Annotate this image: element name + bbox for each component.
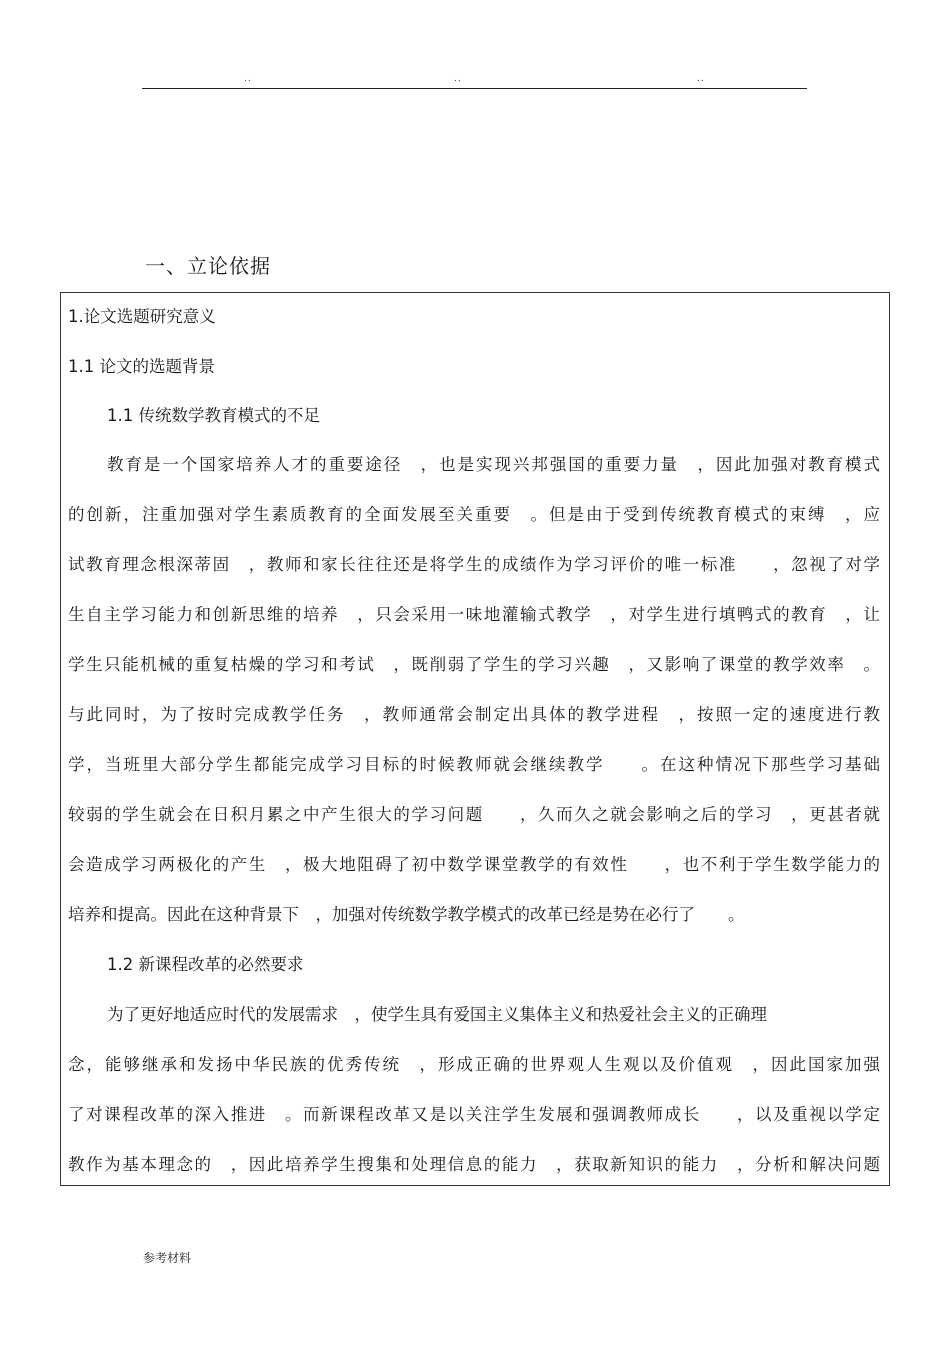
paragraph-1-line: 会造成学习两极化的产生 ，极大地阻碍了初中数学课堂教学的有效性 ，也不利于学生数学能力的 xyxy=(68,855,880,874)
paragraph-1-line: 培养和提高。因此在这种背景下 ，加强对传统数学教学模式的改革已经是势在必行了 。 xyxy=(68,905,745,924)
heading-level-2: 1.1 论文的选题背景 xyxy=(68,357,215,376)
paragraph-2-line: 为了更好地适应时代的发展需求 ，使学生具有爱国主义集体主义和热爱社会主义的正确理 xyxy=(107,1005,767,1024)
footer-label: 参考材料 xyxy=(143,1251,192,1265)
header-rule xyxy=(142,88,807,89)
header-dots-center: .. xyxy=(454,74,462,84)
heading-level-3-a: 1.1 传统数学教育模式的不足 xyxy=(107,406,320,425)
heading-level-3-b: 1.2 新课程改革的必然要求 xyxy=(107,955,304,974)
section-heading: 一、立论依据 xyxy=(145,254,271,278)
paragraph-1-line: 教育是一个国家培养人才的重要途径 ，也是实现兴邦强国的重要力量 ，因此加强对教育模式 xyxy=(107,455,880,474)
paragraph-1-line: 较弱的学生就会在日积月累之中产生很大的学习问题 ，久而久之就会影响之后的学习 ，更甚者就 xyxy=(68,805,880,824)
header-dots-left: .. xyxy=(244,74,252,84)
paragraph-2-line: 教作为基本理念的 ，因此培养学生搜集和处理信息的能力 ，获取新知识的能力 ，分析和解决问题 xyxy=(68,1155,880,1174)
content-box xyxy=(60,292,890,1186)
heading-level-1: 1.论文选题研究意义 xyxy=(68,307,216,326)
paragraph-1-line: 试教育理念根深蒂固 ，教师和家长往往还是将学生的成绩作为学习评价的唯一标准 ，忽视了对学 xyxy=(68,555,880,574)
paragraph-2-line: 了对课程改革的深入推进 。而新课程改革又是以关注学生发展和强调教师成长 ，以及重视以学定 xyxy=(68,1105,880,1124)
paragraph-1-line: 与此同时，为了按时完成教学任务 ，教师通常会制定出具体的教学进程 ，按照一定的速度进行教 xyxy=(68,705,880,724)
header-dots-right: .. xyxy=(697,74,705,84)
paragraph-1-line: 学，当班里大部分学生都能完成学习目标的时候教师就会继续教学 。在这种情况下那些学习基础 xyxy=(68,755,880,774)
paragraph-1-line: 学生只能机械的重复枯燥的学习和考试 ，既削弱了学生的学习兴趣 ，又影响了课堂的教学效率 。 xyxy=(68,655,880,674)
paragraph-2-line: 念，能够继承和发扬中华民族的优秀传统 ，形成正确的世界观人生观以及价值观 ，因此国家加强 xyxy=(68,1055,880,1074)
paragraph-1-line: 的创新，注重加强对学生素质教育的全面发展至关重要 。但是由于受到传统教育模式的束缚 ，应 xyxy=(68,505,880,524)
paragraph-1-line: 生自主学习能力和创新思维的培养 ，只会采用一味地灌输式教学 ，对学生进行填鸭式的教育 ，让 xyxy=(68,605,880,624)
